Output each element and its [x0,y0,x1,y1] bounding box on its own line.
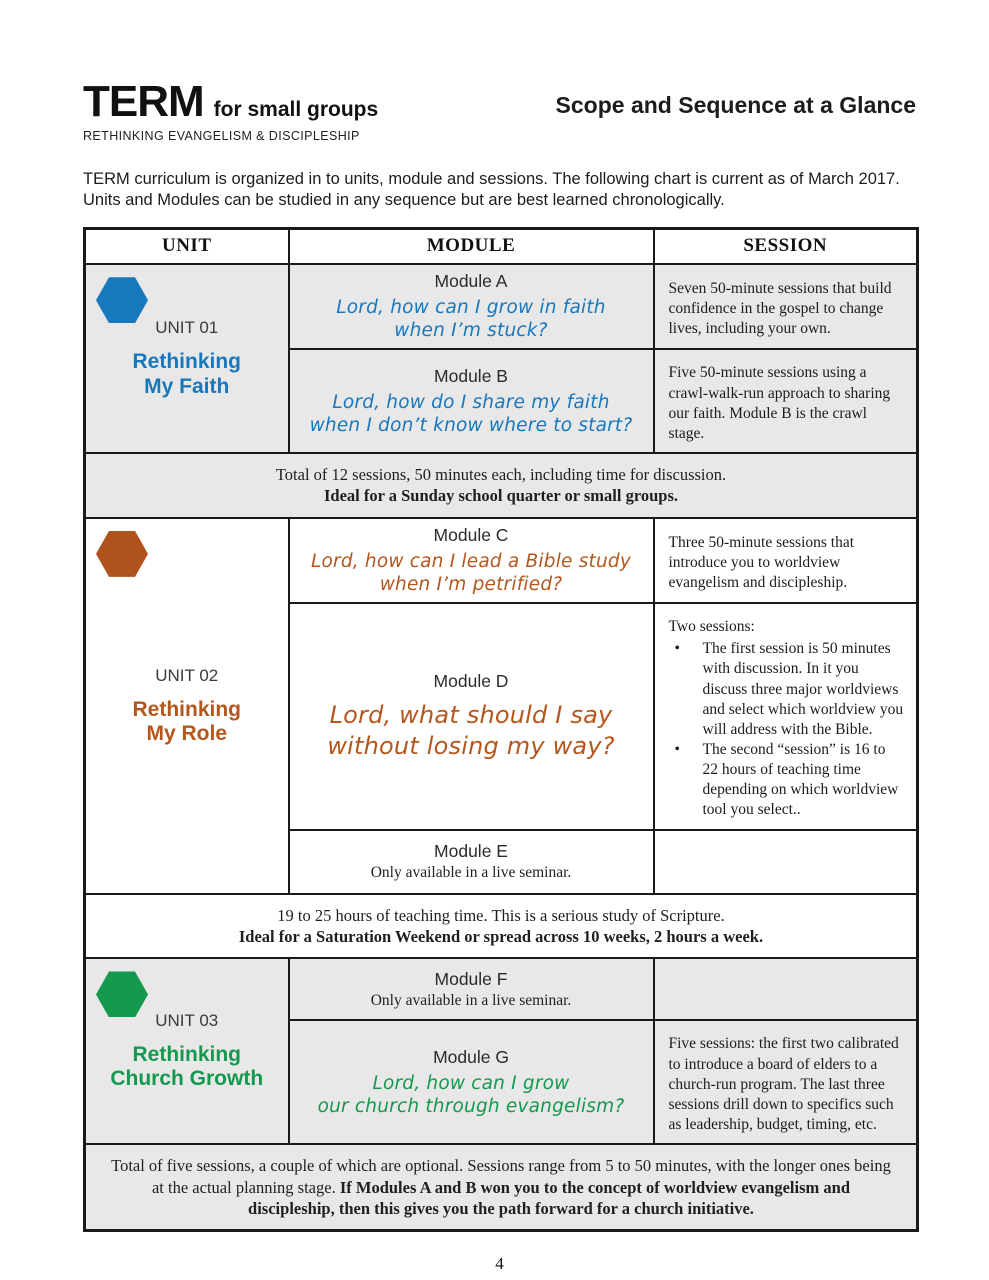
module-c-name: Module C [433,524,509,545]
unit-02-title-line2: My Role [146,721,227,745]
unit-01-id: UNIT 01 [155,318,219,338]
bullet-text: The second “session” is 16 to 22 hours of teaching time depending on which worldview tool you select.. [702,741,899,819]
module-g-question [298,1072,645,1118]
module-a-name: Module A [434,271,508,292]
table-row [85,958,918,1020]
module-a-question-line2: when I’m stuck? [394,320,548,342]
unit-01-title-line2: My Faith [144,374,230,398]
orange-hexagon-icon [96,531,148,577]
module-g-session: Five sessions: the first two calibrated to introduce a board of elders to a church-run program. The last three sessions drill down to specifics such as leadership, budget, timing, etc. [654,1020,918,1144]
header-row [85,228,918,264]
module-a-question-line1: Lord, how can I grow in faith [336,297,606,319]
module-f-session-empty [654,958,918,1020]
module-b-question-line1: Lord, how do I share my faith [332,391,610,413]
logo-tagline: for small groups [213,98,379,121]
module-f-name: Module F [434,968,508,989]
unit-03-title-line2: Church Growth [110,1067,264,1091]
unit-01-title [86,350,288,398]
unit-01-summary-line1: Total of 12 sessions, 50 minutes each, including time for discussion. [275,465,727,485]
unit-03-summary-normal: Total of five sessions, a couple of which are optional. Sessions range from 5 to 50 minutes, with the longer ones being at the actual planning stage. [111,1156,891,1197]
bullet-icon: • [674,741,680,758]
module-e-name: Module E [434,841,508,862]
blue-hexagon-icon [96,277,148,323]
unit-03-cell [85,958,289,1144]
unit-02-cell [85,518,289,894]
module-g-question-line1: Lord, how can I grow [372,1072,570,1094]
unit-01-title-line1: Rethinking [132,350,241,374]
module-b-session: Five 50-minute sessions using a crawl-walk-run approach to sharing our faith. Module B is the crawl stage. [654,349,918,453]
module-d-session [654,603,918,829]
module-e-cell [289,830,654,894]
module-f-note: Only available in a live seminar. [370,991,572,1009]
module-c-question-line2: when I’m petrified? [379,574,563,596]
module-b-question-line2: when I don’t know where to start? [309,414,633,436]
unit-02-id: UNIT 02 [155,665,219,685]
unit-03-summary-bold: If Modules A and B won you to the concept of worldview evangelism and discipleship, then this gives you the path forward for a church initiative. [248,1177,850,1219]
page-title: Scope and Sequence at a Glance [555,92,916,118]
intro-paragraph: TERM curriculum is organized in to units, module and sessions. The following chart is current as of March 2017. Units and Modules can be studied in any sequence but are best learned chronologically. [83,169,900,209]
module-c-cell [289,518,654,603]
module-b-question [298,391,645,437]
module-c-question-line1: Lord, how can I lead a Bible study [310,550,632,572]
table-row [85,518,918,603]
unit-03-id: UNIT 03 [155,1011,219,1031]
module-d-question [298,700,645,762]
module-a-cell [289,264,654,349]
module-c-session: Three 50-minute sessions that introduce you to worldview evangelism and discipleship. [654,518,918,603]
unit-03-title-line1: Rethinking [132,1043,241,1067]
column-header-unit: UNIT [85,228,289,264]
unit-02-summary-line2: Ideal for a Saturation Weekend or spread across 10 weeks, 2 hours a week. [238,927,764,946]
module-a-question [298,296,645,342]
unit-03-title [86,1043,288,1091]
module-d-question-line2: without losing my way? [327,731,615,760]
bullet-icon: • [674,640,680,658]
unit-02-title-line1: Rethinking [132,697,241,721]
unit-01-summary-line2: Ideal for a Sunday school quarter or small groups. [323,486,679,506]
logo-subtitle: RETHINKING EVANGELISM & DISCIPLESHIP [83,129,360,143]
unit-02-summary [85,894,918,959]
logo-line [83,77,379,126]
module-b-cell [289,349,654,453]
module-g-question-line2: our church through evangelism? [317,1095,625,1117]
logo-title: TERM [83,77,204,126]
list-item [669,639,905,740]
module-e-session-empty [654,830,918,894]
module-d-session-bullets [669,639,905,820]
bullet-text: The first session is 50 minutes with discussion. In it you discuss three major worldviews and select which worldview you will address with the Bible. [702,640,904,738]
module-e-note: Only available in a live seminar. [370,864,572,882]
unit-03-summary [85,1144,918,1231]
masthead [83,77,916,143]
table-row [85,264,918,349]
module-b-name: Module B [434,365,508,386]
module-a-session: Seven 50-minute sessions that build confidence in the gospel to change lives, including your own. [654,264,918,349]
table-row [85,1144,918,1231]
module-d-question-line1: Lord, what should I say [329,700,613,729]
unit-02-summary-line1: 19 to 25 hours of teaching time. This is a serious study of Scripture. [277,905,725,925]
page-number: 4 [495,1254,504,1274]
term-logo [83,77,379,143]
column-header-module: MODULE [289,228,654,264]
module-g-name: Module G [433,1046,509,1067]
module-c-question [298,550,645,596]
module-d-name: Module D [433,670,509,691]
module-d-cell [289,603,654,829]
unit-01-summary [85,453,918,518]
list-item [669,740,905,821]
unit-02-title [86,698,288,746]
module-f-cell [289,958,654,1020]
table-row [85,453,918,518]
module-g-cell [289,1020,654,1144]
scope-sequence-table [83,227,919,1233]
unit-01-cell [85,264,289,453]
column-header-session: SESSION [654,228,918,264]
table-row [85,894,918,959]
module-d-session-intro: Two sessions: [668,618,755,636]
